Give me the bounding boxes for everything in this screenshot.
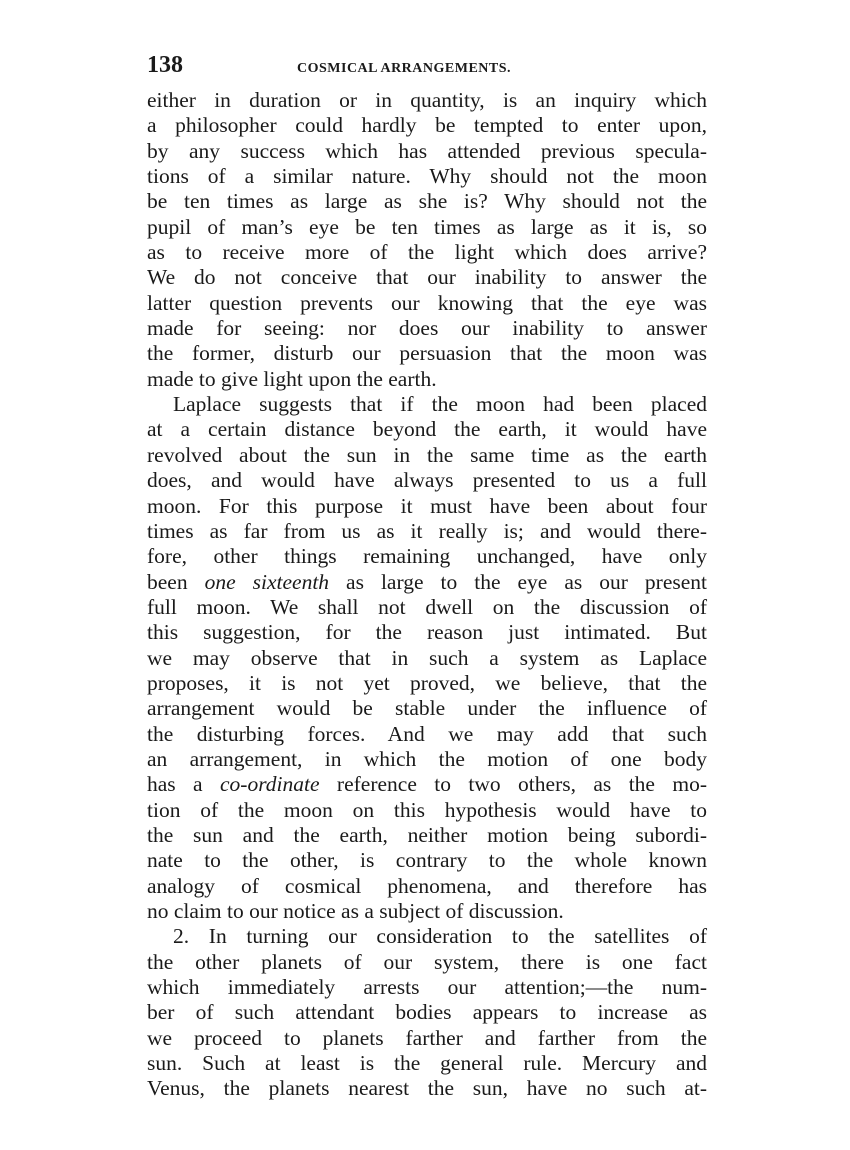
text-line: tion of the moon on this hypothesis would have to	[147, 797, 707, 822]
text-line: no claim to our notice as a subject of discussion.	[147, 899, 564, 923]
text-line: Venus, the planets nearest the sun, have no such at-	[147, 1076, 707, 1101]
text-segment: as large to the eye as our present	[329, 569, 707, 594]
text-line: as to receive more of the light which does arrive?	[147, 240, 707, 265]
text-line: by any success which has attended previous specula-	[147, 138, 707, 163]
text-line: Laplace suggests that if the moon had been placed	[173, 392, 707, 417]
text-line: made for seeing: nor does our inability to answer	[147, 316, 707, 341]
text-line: nate to the other, is contrary to the whole known	[147, 848, 707, 873]
text-line: arrangement would be stable under the influence of	[147, 696, 707, 721]
text-line: pupil of man’s eye be ten times as large as it is, so	[147, 214, 707, 239]
italic-phrase: one sixteenth	[204, 569, 330, 594]
text-line: at a certain distance beyond the earth, it would have	[147, 417, 707, 442]
text-line: a philosopher could hardly be tempted to enter upon,	[147, 113, 707, 138]
text-line: does, and would have always presented to us a full	[147, 468, 707, 493]
text-line: 2. In turning our consideration to the satellites of	[173, 924, 707, 949]
text-line	[147, 772, 707, 797]
text-line: either in duration or in quantity, is an inquiry which	[147, 88, 707, 112]
page-header	[147, 52, 707, 88]
text-line: which immediately arrests our attention;—the num-	[147, 975, 707, 1000]
body-text	[147, 88, 707, 1102]
text-line: be ten times as large as she is? Why should not the	[147, 189, 707, 214]
text-line: we may observe that in such a system as Laplace	[147, 645, 707, 670]
text-line: the disturbing forces. And we may add that such	[147, 721, 707, 746]
text-line: this suggestion, for the reason just intimated. But	[147, 620, 707, 645]
text-line: the sun and the earth, neither motion being subordi-	[147, 822, 707, 847]
running-head: COSMICAL ARRANGEMENTS.	[297, 61, 512, 76]
text-line	[147, 570, 707, 595]
text-line: We do not conceive that our inability to answer the	[147, 265, 707, 290]
text-line: we proceed to planets farther and farther from the	[147, 1025, 707, 1050]
text-line: proposes, it is not yet proved, we believe, that the	[147, 670, 707, 695]
text-line: latter question prevents our knowing that the eye was	[147, 290, 707, 315]
text-line: an arrangement, in which the motion of one body	[147, 746, 707, 771]
text-line: made to give light upon the earth.	[147, 366, 437, 391]
text-line: the other planets of our system, there is one fact	[147, 949, 707, 974]
text-line: the former, disturb our persuasion that the moon was	[147, 341, 707, 366]
text-line: tions of a similar nature. Why should not the moon	[147, 164, 707, 189]
book-page	[147, 52, 707, 1102]
text-line: revolved about the sun in the same time as the earth	[147, 442, 707, 467]
text-segment: has a	[147, 772, 221, 797]
italic-phrase: co-ordinate	[220, 772, 320, 797]
text-line: full moon. We shall not dwell on the discussion of	[147, 594, 707, 619]
text-segment: reference to two others, as the mo-	[319, 772, 707, 797]
text-line: moon. For this purpose it must have been about four	[147, 493, 707, 518]
text-segment: been	[147, 569, 205, 594]
page-number: 138	[147, 52, 183, 78]
text-line: sun. Such at least is the general rule. Mercury and	[147, 1051, 707, 1076]
text-line: ber of such attendant bodies appears to increase as	[147, 1000, 707, 1025]
text-line: fore, other things remaining unchanged, have only	[147, 544, 707, 569]
text-line: analogy of cosmical phenomena, and therefore has	[147, 873, 707, 898]
text-line: times as far from us as it really is; and would there-	[147, 518, 707, 543]
